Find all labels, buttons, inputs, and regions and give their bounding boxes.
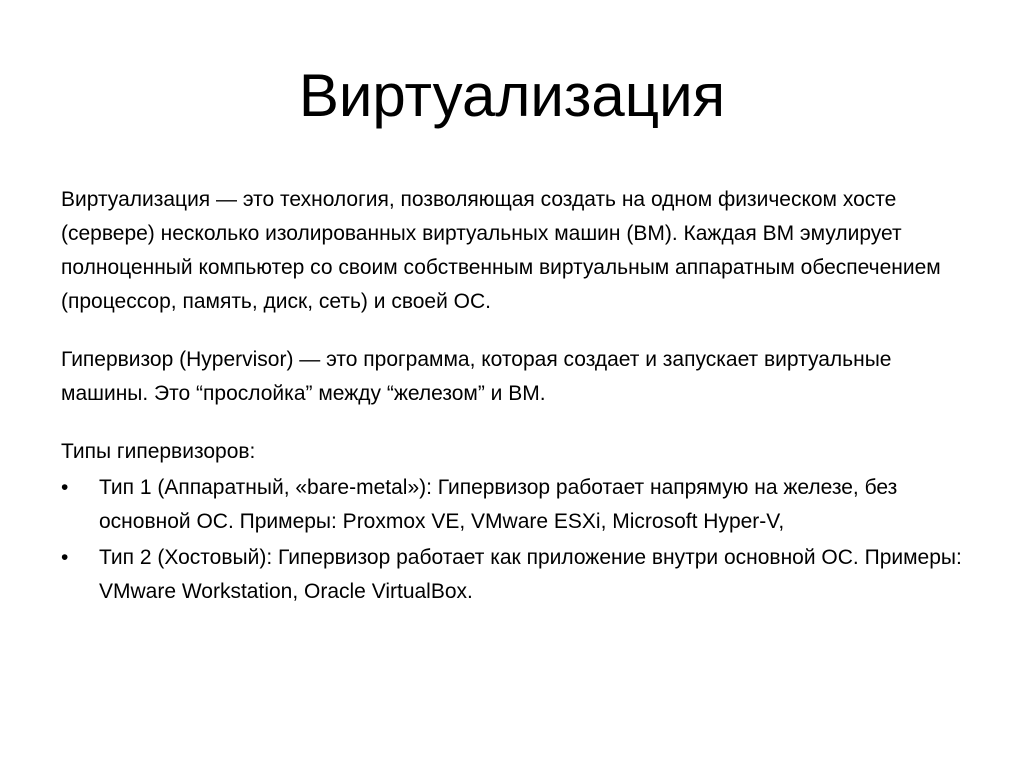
list-item-type-1 xyxy=(61,471,981,539)
paragraph-virtualization-definition: Виртуализация — это технология, позволяющая создать на одном физическом хосте (сервере) несколько изолированных виртуальных машин (ВМ). Каждая ВМ эмулирует полноценный компьютер со своим собственным виртуальным аппаратным обеспечением (процессор, память, диск, сеть) и своей ОС. xyxy=(61,188,941,313)
list-item-text: Тип 1 (Аппаратный, «bare-metal»): Гипервизор работает напрямую на железе, без основной ОС. Примеры: Proxmox VE, VMware ESXi, Microsoft Hyper-V, xyxy=(99,476,898,533)
bullet-icon: • xyxy=(61,546,69,569)
list-item-text: Тип 2 (Хостовый): Гипервизор работает как приложение внутри основной ОС. Примеры: VMware Workstation, Oracle VirtualBox. xyxy=(99,546,962,603)
paragraph-hypervisor-definition: Гипервизор (Hypervisor) — это программа, которая создает и запускает виртуальные машины. Это “прослойка” между “железом” и ВМ. xyxy=(61,348,892,405)
types-heading: Типы гипервизоров: xyxy=(61,440,256,463)
list-item-type-2 xyxy=(61,541,981,609)
bullet-icon: • xyxy=(61,476,69,499)
hypervisor-types-list xyxy=(61,471,981,609)
slide-title: Виртуализация xyxy=(298,62,726,129)
slide-body xyxy=(61,183,981,609)
